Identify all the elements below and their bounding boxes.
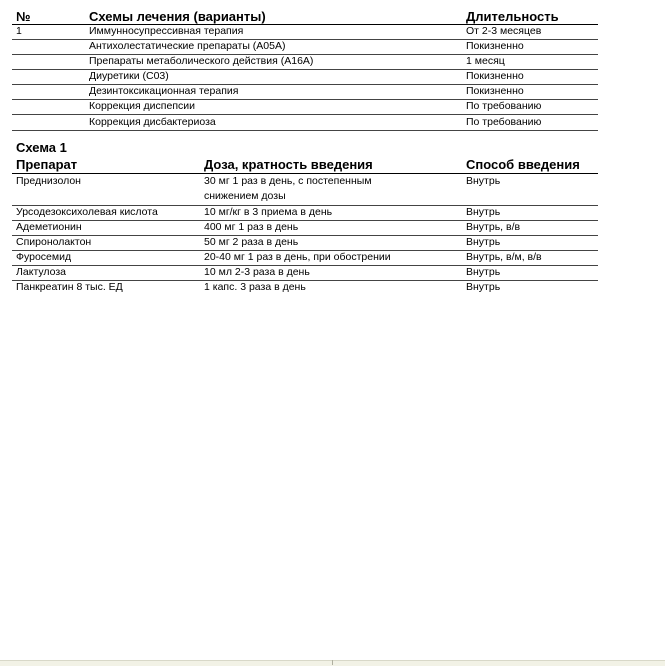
scheme-duration: По требованию (466, 116, 542, 128)
scheme-duration: Покизненно (466, 70, 524, 82)
drug-route: Внутрь (466, 281, 501, 293)
drug-dose: 400 мг 1 раз в день (204, 221, 299, 233)
drug-route: Внутрь (466, 236, 501, 248)
drug-dose: 20-40 мг 1 раз в день, при обострении (204, 251, 391, 263)
drug-route: Внутрь (466, 175, 501, 187)
drug-route: Внутрь, в/м, в/в (466, 251, 542, 263)
drug-dose: 50 мг 2 раза в день (204, 236, 299, 248)
scheme-name: Дезинтоксикационная терапия (89, 85, 239, 97)
drug-dose: 1 капс. 3 раза в день (204, 281, 306, 293)
scheme-name: Антихолестатические препараты (А05А) (89, 40, 286, 52)
col-header-dose: Доза, кратность введения (204, 157, 373, 172)
drug-route: Внутрь (466, 266, 501, 278)
col-header-number: № (16, 9, 31, 24)
viewer-bottom-notch (332, 660, 333, 665)
scheme-duration: По требованию (466, 100, 542, 112)
scheme-name: Коррекция диспепсии (89, 100, 195, 112)
drug-name: Панкреатин 8 тыс. ЕД (16, 281, 123, 293)
drug-name: Лактулоза (16, 266, 67, 278)
scheme-name: Препараты метаболического действия (А16А) (89, 55, 314, 67)
scheme-name: Иммунносупрессивная терапия (89, 25, 244, 37)
drug-name: Фуросемид (16, 251, 72, 263)
scheme-duration: Покизненно (466, 40, 524, 52)
col-header-route: Способ введения (466, 157, 580, 172)
header-rule (12, 173, 598, 174)
scheme-duration: 1 месяц (466, 55, 505, 67)
drug-name: Урсодезоксихолевая кислота (16, 206, 158, 218)
section-title: Схема 1 (16, 140, 67, 155)
drug-name: Адеметионин (16, 221, 82, 233)
drug-dose: 30 мг 1 раз в день, с постепенным (204, 175, 372, 187)
row-number: 1 (16, 25, 22, 37)
table-bottom-rule (12, 130, 598, 131)
drug-route: Внутрь (466, 206, 501, 218)
scheme-duration: От 2-3 месяцев (466, 25, 542, 37)
row-divider (12, 235, 598, 236)
col-header-drug: Препарат (16, 157, 78, 172)
col-header-scheme: Схемы лечения (варианты) (89, 9, 266, 24)
scheme-name: Диуретики (С03) (89, 70, 169, 82)
drug-dose-continued: снижением дозы (204, 190, 286, 202)
drug-route: Внутрь, в/в (466, 221, 521, 233)
scheme-duration: Покизненно (466, 85, 524, 97)
drug-name: Спиронолактон (16, 236, 92, 248)
drug-dose: 10 мл 2-3 раза в день (204, 266, 310, 278)
drug-name: Преднизолон (16, 175, 81, 187)
scheme-name: Коррекция дисбактериоза (89, 116, 216, 128)
row-divider (12, 114, 598, 115)
drug-dose: 10 мг/кг в 3 приема в день (204, 206, 333, 218)
col-header-duration: Длительность (466, 9, 559, 24)
